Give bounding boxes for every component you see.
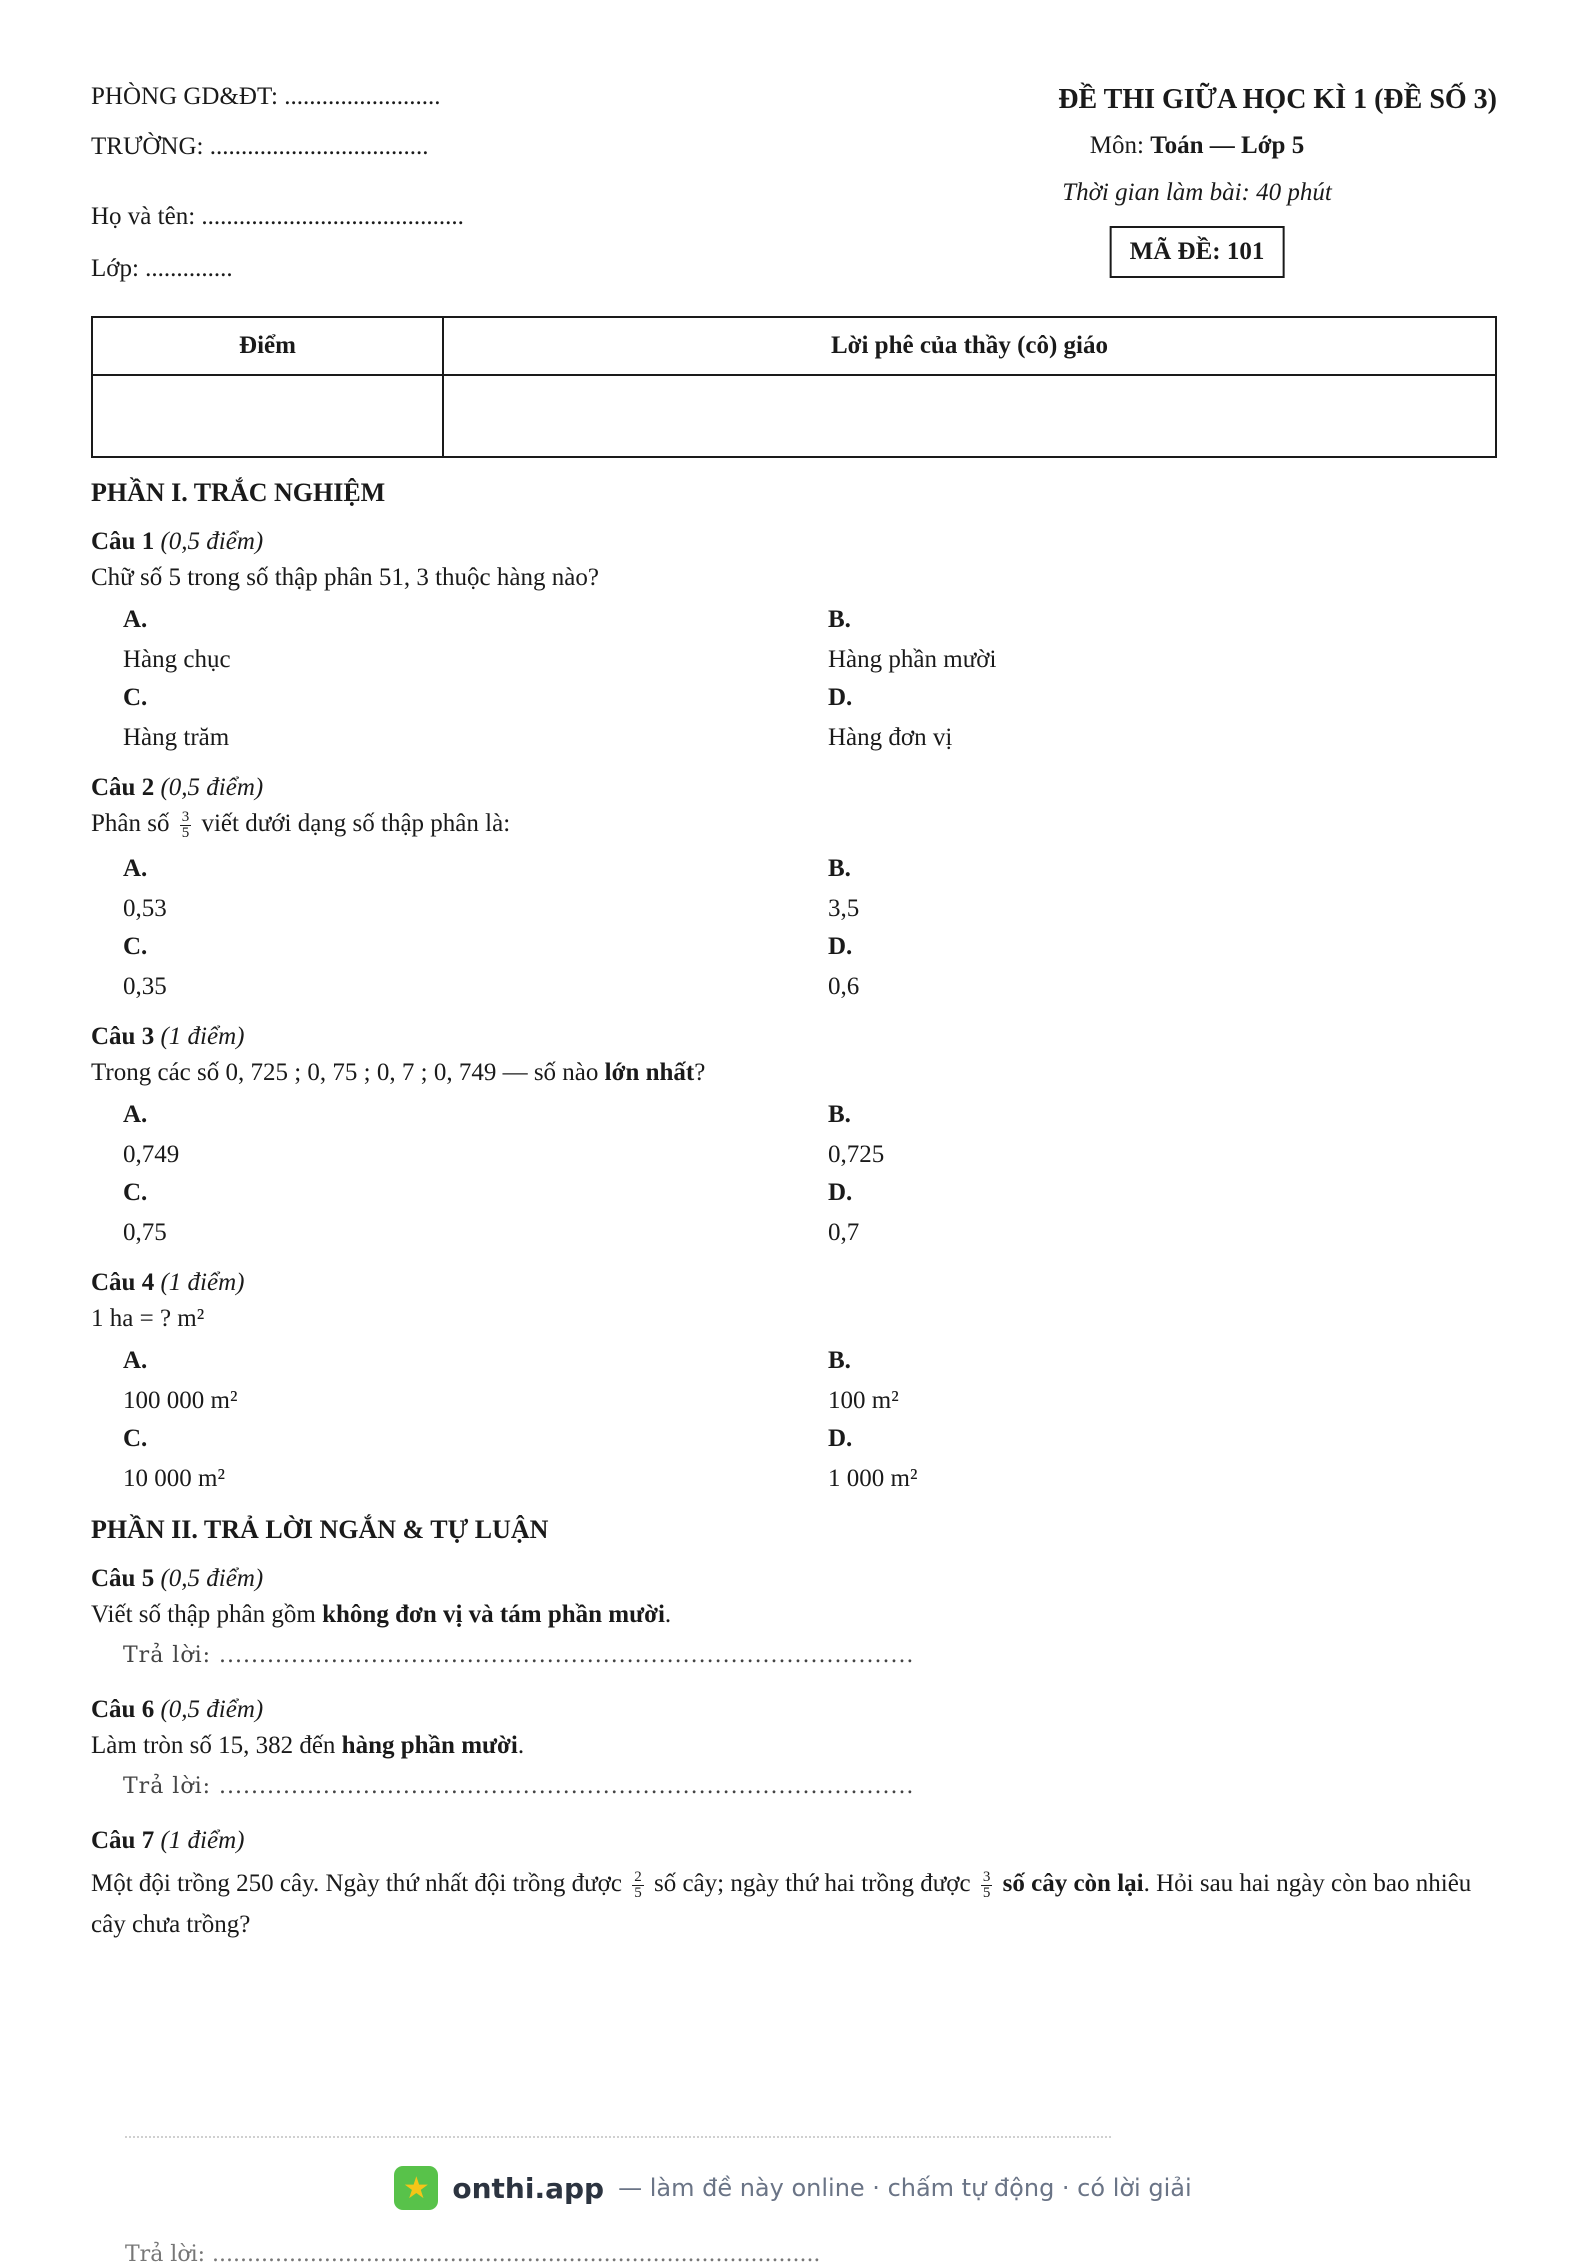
option-text: Hàng đơn vị <box>828 724 953 751</box>
question-points: (1 điểm) <box>160 1827 245 1854</box>
option-c[interactable] <box>123 1425 828 1493</box>
subject: Toán — Lớp 5 <box>1150 132 1305 159</box>
option-b[interactable] <box>828 1101 1528 1169</box>
score-cell[interactable] <box>92 375 443 457</box>
option-letter: A. <box>123 606 148 633</box>
text-bold: lớn nhất <box>604 1059 695 1086</box>
dept-label: PHÒNG GD&ĐT: ......................... <box>91 83 441 110</box>
option-letter: B. <box>828 606 851 633</box>
question-5-text <box>91 1601 1497 1629</box>
question-6-text <box>91 1732 1497 1760</box>
question-label: Câu 5 <box>91 1565 155 1592</box>
question-label: Câu 4 <box>91 1269 155 1296</box>
question-4-heading <box>91 1269 1497 1297</box>
option-c[interactable] <box>123 684 828 752</box>
option-text: 10 000 m² <box>123 1465 225 1492</box>
class-label: Lớp: .............. <box>91 255 233 282</box>
score-header: Điểm <box>92 317 443 375</box>
promo-footer <box>0 2136 1586 2267</box>
text-before: Trong các số 0, 725 ; 0, 75 ; 0, 7 ; 0, 749 — số nào <box>91 1059 599 1086</box>
option-d[interactable] <box>828 933 1528 1001</box>
option-letter: D. <box>828 933 853 960</box>
option-letter: A. <box>123 855 148 882</box>
question-2-text <box>91 810 1497 841</box>
fraction-numerator: 2 <box>634 1868 642 1885</box>
option-letter: D. <box>828 1425 853 1452</box>
option-text: Hàng trăm <box>123 724 230 751</box>
fraction-numerator: 3 <box>982 1868 991 1885</box>
option-letter: A. <box>123 1347 148 1374</box>
text-bold: không đơn vị và tám phần mười <box>322 1601 665 1628</box>
promo-tagline: — làm đề này online · chấm tự động · có lời giải <box>618 2174 1192 2202</box>
text-after: ? <box>694 1059 706 1086</box>
question-points: (0,5 điểm) <box>160 1696 264 1723</box>
question-3-text <box>91 1059 1497 1087</box>
option-letter: B. <box>828 855 851 882</box>
option-text: 0,75 <box>123 1219 167 1246</box>
option-d[interactable] <box>828 1425 1528 1493</box>
option-letter: C. <box>123 1179 148 1206</box>
promo-banner[interactable] <box>0 2166 1586 2210</box>
option-a[interactable] <box>123 855 828 923</box>
option-letter: B. <box>828 1101 851 1128</box>
question-points: (0,5 điểm) <box>160 1565 264 1592</box>
option-text: 0,725 <box>828 1141 885 1168</box>
option-b[interactable] <box>828 855 1528 923</box>
text-bold: số cây còn lại <box>1002 1870 1144 1897</box>
text-before: Phân số <box>91 810 170 838</box>
star-icon: ★ <box>394 2166 438 2210</box>
option-text: 0,7 <box>828 1219 860 1246</box>
question-label: Câu 6 <box>91 1696 155 1723</box>
option-text: 100 000 m² <box>123 1387 238 1414</box>
answer-line-cut: Trả lời: ....................................................................................... <box>125 2242 821 2267</box>
option-a[interactable] <box>123 1347 828 1415</box>
text-bold: hàng phần mười <box>341 1732 518 1759</box>
option-b[interactable] <box>828 606 1528 674</box>
text-after: viết dưới dạng số thập phân là: <box>201 810 511 838</box>
school-label: TRƯỜNG: ................................... <box>91 133 429 160</box>
part2-title: PHẦN II. TRẢ LỜI NGẮN & TỰ LUẬN <box>91 1515 549 1544</box>
question-label: Câu 1 <box>91 528 155 555</box>
exam-code-box: MÃ ĐỀ: 101 <box>1110 226 1285 278</box>
option-letter: D. <box>828 684 853 711</box>
question-points: (0,5 điểm) <box>160 774 264 801</box>
text-part: số cây; ngày thứ hai trồng được <box>653 1870 971 1897</box>
option-b[interactable] <box>828 1347 1528 1415</box>
question-3-options <box>91 1101 1497 1247</box>
question-label: Câu 3 <box>91 1023 155 1050</box>
answer-line[interactable]: Trả lời: ....................................................................................... <box>123 1643 915 1668</box>
option-d[interactable] <box>828 1179 1528 1247</box>
option-text: 100 m² <box>828 1387 899 1414</box>
text-part: Một đội trồng 250 cây. Ngày thứ nhất đội trồng được <box>91 1870 622 1897</box>
question-2-heading <box>91 774 1497 802</box>
text-after: . <box>664 1601 672 1628</box>
score-table <box>91 316 1497 458</box>
option-letter: C. <box>123 933 148 960</box>
question-label: Câu 2 <box>91 774 155 801</box>
question-1-text: Chữ số 5 trong số thập phân 51, 3 thuộc hàng nào? <box>91 564 599 591</box>
part1-title: PHẦN I. TRẮC NGHIỆM <box>91 478 386 507</box>
time-limit: Thời gian làm bài: 40 phút <box>1062 179 1332 206</box>
text-part: . Hỏi sau hai ngày còn bao nhiêu cây chưa trồng? <box>91 1870 1472 1939</box>
question-1-heading <box>91 528 1497 556</box>
answer-line[interactable]: Trả lời: ....................................................................................... <box>123 1774 915 1799</box>
fraction <box>632 1870 644 1901</box>
fraction <box>981 1870 993 1901</box>
option-text: Hàng phần mười <box>828 646 997 673</box>
option-letter: C. <box>123 1425 148 1452</box>
subject-line <box>897 132 1497 160</box>
fraction-denominator: 5 <box>634 1884 642 1901</box>
student-name-label: Họ và tên: .......................................... <box>91 203 464 230</box>
option-c[interactable] <box>123 1179 828 1247</box>
option-letter: D. <box>828 1179 853 1206</box>
exam-content <box>91 478 1497 1960</box>
fraction <box>180 810 192 841</box>
option-text: 3,5 <box>828 895 860 922</box>
option-a[interactable] <box>123 606 828 674</box>
question-4-text: 1 ha = ? m² <box>91 1305 205 1332</box>
question-points: (1 điểm) <box>160 1023 245 1050</box>
option-a[interactable] <box>123 1101 828 1169</box>
fraction-denominator: 5 <box>181 825 190 841</box>
option-c[interactable] <box>123 933 828 1001</box>
option-d[interactable] <box>828 684 1528 752</box>
fraction-numerator: 3 <box>181 809 190 825</box>
exam-title: ĐỀ THI GIỮA HỌC KÌ 1 (ĐỀ SỐ 3) <box>1058 84 1497 115</box>
option-text: 0,6 <box>828 973 860 1000</box>
brand-name[interactable]: onthi.app <box>452 2171 605 2205</box>
question-7-heading <box>91 1827 1497 1855</box>
option-letter: B. <box>828 1347 851 1374</box>
question-2-options <box>91 855 1497 1001</box>
question-3-heading <box>91 1023 1497 1051</box>
question-7-text <box>91 1863 1497 1946</box>
comment-header: Lời phê của thầy (cô) giáo <box>443 317 1496 375</box>
option-text: 0,53 <box>123 895 167 922</box>
divider <box>125 2136 1111 2138</box>
text-after: . <box>517 1732 525 1759</box>
option-letter: C. <box>123 684 148 711</box>
option-text: Hàng chục <box>123 646 231 673</box>
option-letter: A. <box>123 1101 148 1128</box>
question-6-heading <box>91 1696 1497 1724</box>
comment-cell[interactable] <box>443 375 1496 457</box>
question-points: (1 điểm) <box>160 1269 245 1296</box>
question-4-options <box>91 1347 1497 1493</box>
option-text: 1 000 m² <box>828 1465 918 1492</box>
question-1-options <box>91 606 1497 752</box>
option-text: 0,35 <box>123 973 167 1000</box>
text-before: Làm tròn số 15, 382 đến <box>91 1732 336 1759</box>
question-label: Câu 7 <box>91 1827 155 1854</box>
question-5-heading <box>91 1565 1497 1593</box>
option-text: 0,749 <box>123 1141 180 1168</box>
question-points: (0,5 điểm) <box>160 528 264 555</box>
text-before: Viết số thập phân gồm <box>91 1601 316 1628</box>
subject-prefix: Môn: <box>1089 132 1151 159</box>
fraction-denominator: 5 <box>982 1884 991 1901</box>
